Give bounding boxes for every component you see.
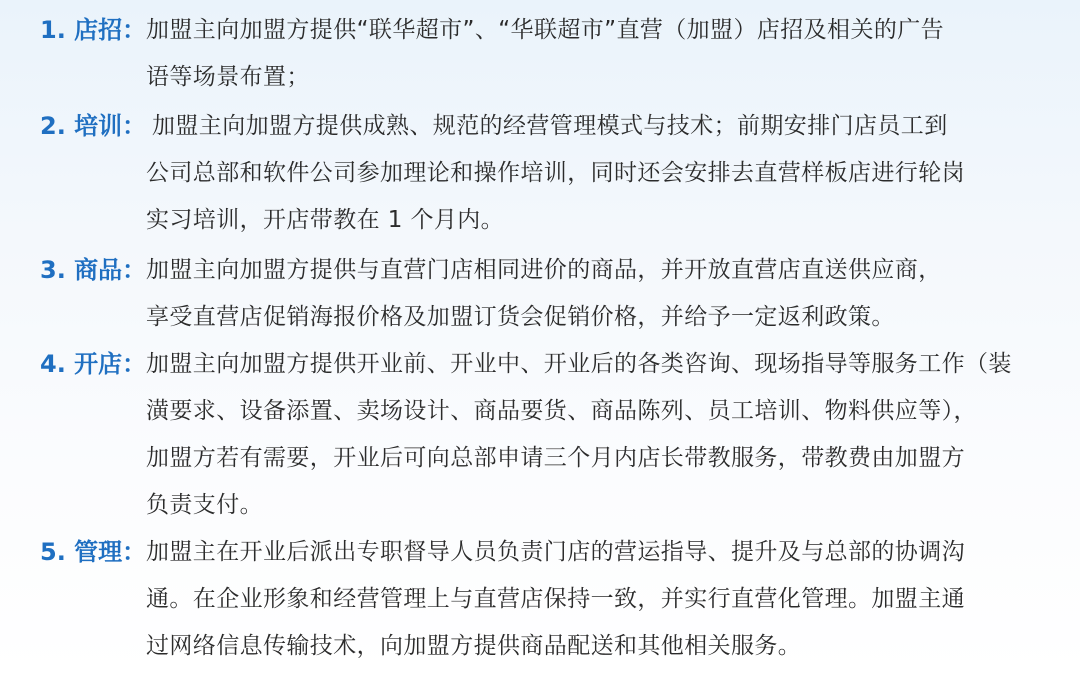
term-text-line: 加盟主在开业后派出专职督导人员负责门店的营运指导、提升及与总部的协调沟 bbox=[146, 539, 965, 565]
term-label: 5. 管理： bbox=[40, 538, 147, 566]
term-text-line: 负责支付。 bbox=[146, 492, 263, 518]
term-label: 2. 培训： bbox=[40, 112, 147, 140]
term-text-line: 通。在企业形象和经营管理上与直营店保持一致，并实行直营化管理。加盟主通 bbox=[146, 586, 965, 612]
term-text-line: 加盟主向加盟方提供“联华超市”、“华联超市”直营（加盟）店招及相关的广告 bbox=[146, 17, 945, 43]
term-text-line: 加盟方若有需要，开业后可向总部申请三个月内店长带教服务，带教费由加盟方 bbox=[146, 445, 965, 471]
term-text-line: 潢要求、设备添置、卖场设计、商品要货、商品陈列、员工培训、物料供应等）， bbox=[146, 398, 977, 424]
term-text-line: 加盟主向加盟方提供开业前、开业中、开业后的各类咨询、现场指导等服务工作（装 bbox=[146, 351, 1012, 377]
term-text-line: 过网络信息传输技术，向加盟方提供商品配送和其他相关服务。 bbox=[146, 633, 802, 659]
term-label: 3. 商品： bbox=[40, 256, 147, 284]
term-label: 4. 开店： bbox=[40, 350, 147, 378]
term-text-line: 享受直营店促销海报价格及加盟订货会促销价格，并给予一定返利政策。 bbox=[146, 304, 895, 330]
term-text-line: 加盟主向加盟方提供与直营门店相同进价的商品，并开放直营店直送供应商， bbox=[146, 257, 942, 283]
term-text-line: 实习培训，开店带教在 1 个月内。 bbox=[146, 207, 505, 233]
term-text-line: 加盟主向加盟方提供成熟、规范的经营管理模式与技术；前期安排门店员工到 bbox=[152, 113, 948, 139]
term-text-line: 语等场景布置； bbox=[146, 64, 310, 90]
term-text-line: 公司总部和软件公司参加理论和操作培训，同时还会安排去直营样板店进行轮岗 bbox=[146, 160, 965, 186]
term-label: 1. 店招： bbox=[40, 16, 147, 44]
